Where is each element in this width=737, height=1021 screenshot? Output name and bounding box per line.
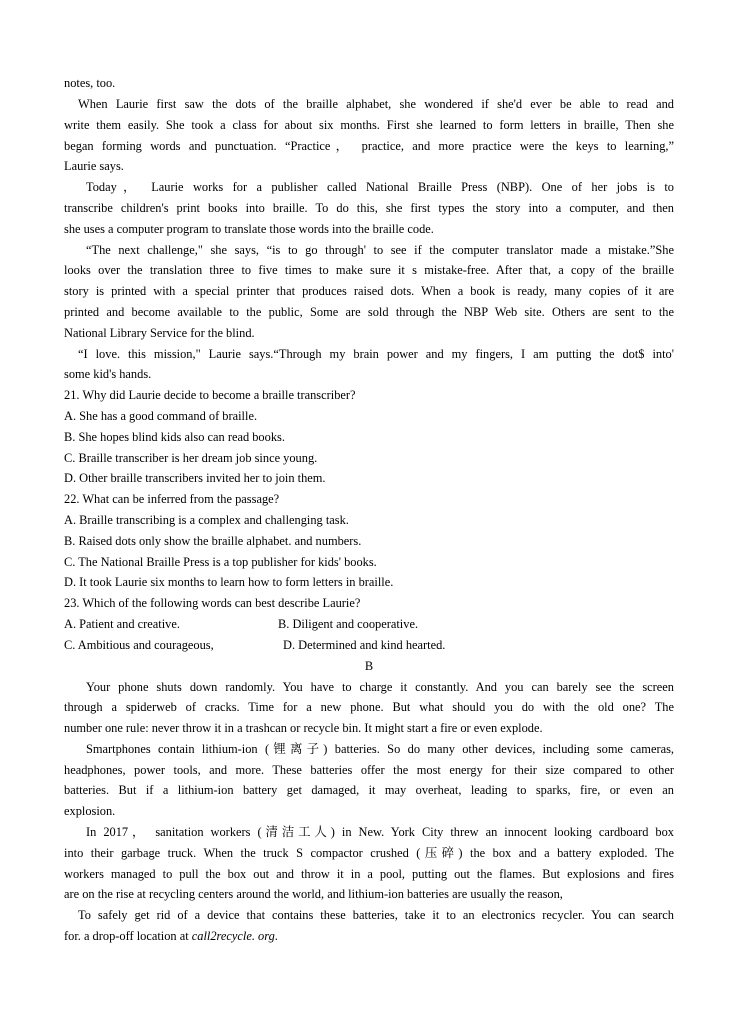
question-23-option-d: D. Determined and kind hearted. — [283, 638, 446, 652]
passage-b-line: through a spiderweb of cracks. Time for a new phone. But what should you do with the old one? The — [64, 700, 674, 714]
passage-a-line: story is printed with a special printer that produces raised dots. When a book is ready, many copies of it are — [64, 284, 674, 298]
passage-a-line: transcribe children's print books into braille. To do this, she first types the story into a computer, and then — [64, 201, 674, 215]
passage-b-line: into their garbage truck. When the truck S compactor crushed (压碎) the box and a battery exploded. The — [64, 846, 674, 860]
question-22-option-a: A. Braille transcribing is a complex and challenging task. — [64, 513, 349, 527]
passage-a-line: printed and become available to the public, Some are sold through the NBP Web site. Others are sent to the — [64, 305, 674, 319]
passage-a-line: When Laurie first saw the dots of the braille alphabet, she wondered if she'd ever be able to read and — [78, 97, 674, 111]
passage-b-last-line — [64, 926, 674, 946]
passage-a-line: she uses a computer program to translate those words into the braille code. — [64, 222, 434, 236]
question-23-stem: 23. Which of the following words can best describe Laurie? — [64, 596, 361, 610]
question-23-option-c: C. Ambitious and courageous, — [64, 638, 214, 652]
passage-a-line: began forming words and punctuation. “Practice， practice, and more practice were the keys to learning,” — [64, 139, 674, 153]
passage-a-line: “I love. this mission," Laurie says.“Through my brain power and my fingers, I am putting the dot$ into' — [78, 347, 674, 361]
question-21-stem: 21. Why did Laurie decide to become a braille transcriber? — [64, 388, 356, 402]
passage-b-line: headphones, power tools, and more. These batteries offer the most energy for their size compared to other — [64, 763, 674, 777]
question-22-option-d: D. It took Laurie six months to learn how to form letters in braille. — [64, 575, 394, 589]
passage-b-line: explosion. — [64, 804, 116, 818]
passage-a-line: some kid's hands. — [64, 367, 152, 381]
passage-b-line-text: for. a drop-off location at — [64, 929, 192, 943]
passage-b-line: batteries. But if a lithium-ion battery get damaged, it may overheat, leading to sparks, fire, or even an — [64, 783, 674, 797]
passage-a-line: write them easily. She took a class for about six months. First she learned to form letters in braille, Then she — [64, 118, 674, 132]
passage-b-line: To safely get rid of a device that contains these batteries, take it to an electronics recycler. You can search — [78, 908, 674, 922]
passage-b-line: Your phone shuts down randomly. You have to charge it constantly. And you can barely see the screen — [86, 680, 674, 694]
passage-b-line: In 2017， sanitation workers (清洁工人) in New. York City threw an innocent looking cardboard box — [86, 825, 674, 839]
passage-b-line-end: . — [274, 929, 278, 943]
passage-b-line: number one rule: never throw it in a trashcan or recycle bin. It might start a fire or even explode. — [64, 721, 543, 735]
question-21-option-d: D. Other braille transcribers invited her to join them. — [64, 471, 326, 485]
question-21-option-c: C. Braille transcriber is her dream job since young. — [64, 451, 318, 465]
question-21-option-a: A. She has a good command of braille. — [64, 409, 258, 423]
question-22-stem: 22. What can be inferred from the passage? — [64, 492, 280, 506]
question-23-option-a: A. Patient and creative. — [64, 617, 180, 631]
recycler-website-link[interactable]: call2recycle. org — [191, 929, 275, 943]
passage-a-line: National Library Service for the blind. — [64, 326, 255, 340]
section-b-heading: B — [364, 659, 374, 673]
passage-b-line: workers managed to pull the box out and throw it in a pool, putting out the flames. But explosions and fires — [64, 867, 674, 881]
passage-a-line: notes, too. — [64, 76, 116, 90]
passage-a-line: “The next challenge," she says, “is to go through' to see if the computer translator made a mistake.”She — [86, 243, 674, 257]
question-23-option-b: B. Diligent and cooperative. — [278, 617, 419, 631]
passage-a-line: looks over the translation three to five times to make sure it s mistake-free. After that, a copy of the braille — [64, 263, 674, 277]
question-22-option-c: C. The National Braille Press is a top publisher for kids' books. — [64, 555, 377, 569]
question-22-option-b: B. Raised dots only show the braille alphabet. and numbers. — [64, 534, 362, 548]
passage-b-line: Smartphones contain lithium-ion (锂离子) batteries. So do many other devices, including some cameras, — [86, 742, 674, 756]
passage-a-line: Today， Laurie works for a publisher called National Braille Press (NBP). One of her jobs is to — [86, 180, 674, 194]
passage-b-line: are on the rise at recycling centers around the world, and lithium-ion batteries are usually the reason, — [64, 887, 563, 901]
question-21-option-b: B. She hopes blind kids also can read books. — [64, 430, 285, 444]
passage-a-line: Laurie says. — [64, 159, 124, 173]
